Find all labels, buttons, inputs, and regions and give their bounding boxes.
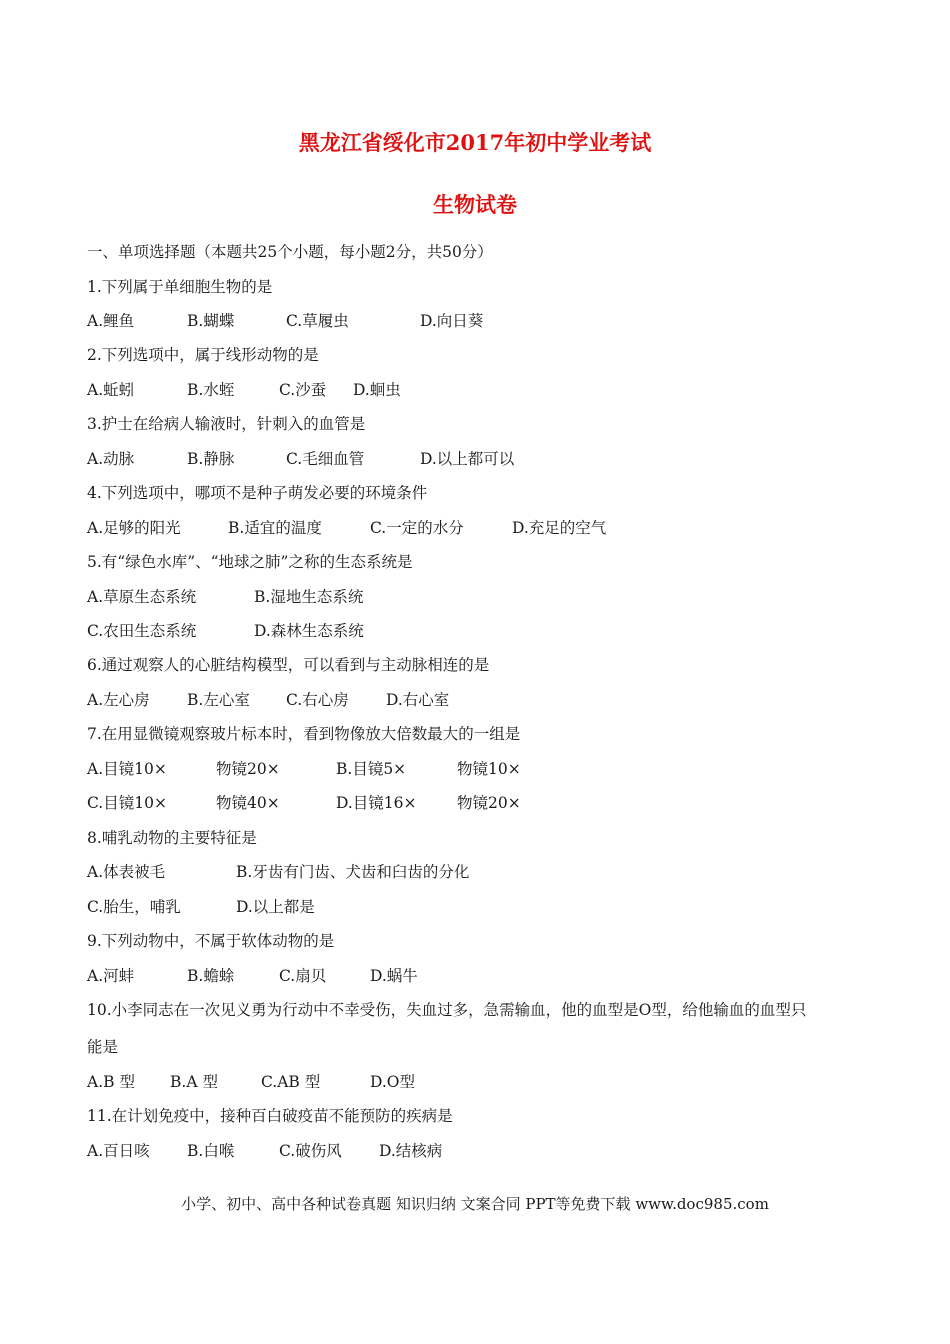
question-4: 4.下列选项中，哪项不是种子萌发必要的环境条件 [87,484,428,502]
option-a: A.足够的阳光 [87,519,181,537]
exam-subtitle: 生物试卷 [433,192,517,217]
option-c: C.一定的水分 [370,519,464,537]
option-a: A.体表被毛 [87,863,166,881]
question-8-options-row2 [87,897,887,917]
exam-title: 黑龙江省绥化市2017年初中学业考试 [298,130,652,155]
question-10-options [87,1072,887,1092]
option-d-objective: 物镜20× [457,794,521,812]
question-1-options [87,311,887,331]
question-5-options-row2 [87,621,887,641]
option-a: A.左心房 [87,691,150,709]
option-c: C.扇贝 [279,967,327,985]
option-a: A.百日咳 [87,1142,150,1160]
option-d: D.充足的空气 [512,519,607,537]
option-d: D.以上都可以 [420,450,515,468]
option-d: D.O型 [370,1073,416,1091]
option-b: B.牙齿有门齿、犬齿和臼齿的分化 [236,863,470,881]
option-d: D.以上都是 [236,898,315,916]
option-b: B.白喉 [187,1142,235,1160]
option-b: B.湿地生态系统 [254,588,364,606]
question-7-options-row2 [87,793,887,813]
page-footer: 小学、初中、高中各种试卷真题 知识归纳 文案合同 PPT等免费下载 www.doc985.com [181,1195,769,1213]
question-8-options-row1 [87,862,887,882]
option-a: A.鲤鱼 [87,312,135,330]
option-b: B.蝴蝶 [187,312,235,330]
option-b: B.A 型 [170,1073,218,1091]
question-2: 2.下列选项中，属于线形动物的是 [87,346,319,364]
question-6: 6.通过观察人的心脏结构模型，可以看到与主动脉相连的是 [87,656,490,674]
question-11-options [87,1141,887,1161]
option-c: C.右心房 [286,691,349,709]
option-c: C.沙蚕 [279,381,327,399]
option-c: C.胎生，哺乳 [87,898,181,916]
question-9: 9.下列动物中，不属于软体动物的是 [87,932,335,950]
question-1: 1.下列属于单细胞生物的是 [87,278,273,296]
option-a: A.蚯蚓 [87,381,135,399]
option-c: C.草履虫 [286,312,349,330]
question-6-options [87,690,887,710]
option-b: B.适宜的温度 [228,519,322,537]
option-d: D.结核病 [379,1142,443,1160]
option-b: B.静脉 [187,450,235,468]
question-7: 7.在用显微镜观察玻片标本时，看到物像放大倍数最大的一组是 [87,725,521,743]
option-b: B.水蛭 [187,381,235,399]
option-d: D.森林生态系统 [254,622,364,640]
question-10-line1: 10.小李同志在一次见义勇为行动中不幸受伤，失血过多，急需输血，他的血型是O型，给他输血的血型只 [87,1001,807,1019]
question-3-options [87,449,887,469]
question-5-options-row1 [87,587,887,607]
option-b-eyepiece: B.目镜5× [336,760,407,778]
option-b: B.蟾蜍 [187,967,235,985]
option-c: C.农田生态系统 [87,622,197,640]
option-a: A.河蚌 [87,967,135,985]
option-a: A.草原生态系统 [87,588,197,606]
question-5: 5.有“绿色水库”、“地球之肺”之称的生态系统是 [87,553,413,571]
option-a: A.B 型 [87,1073,135,1091]
question-4-options [87,518,887,538]
option-c: C.AB 型 [261,1073,321,1091]
question-10-line2: 能是 [87,1038,119,1056]
question-9-options [87,966,887,986]
option-d: D.蜗牛 [370,967,418,985]
option-c-eyepiece: C.目镜10× [87,794,167,812]
option-c: C.毛细血管 [286,450,365,468]
option-d-eyepiece: D.目镜16× [336,794,417,812]
section-heading: 一、单项选择题（本题共25个小题，每小题2分，共50分） [87,243,493,261]
option-b-objective: 物镜10× [457,760,521,778]
option-d: D.蛔虫 [353,381,401,399]
option-d: D.右心室 [386,691,450,709]
question-3: 3.护士在给病人输液时，针刺入的血管是 [87,415,366,433]
option-c-objective: 物镜40× [216,794,280,812]
option-d: D.向日葵 [420,312,484,330]
option-c: C.破伤风 [279,1142,342,1160]
question-7-options-row1 [87,759,887,779]
question-11: 11.在计划免疫中，接种百白破疫苗不能预防的疾病是 [87,1107,453,1125]
option-a: A.动脉 [87,450,135,468]
option-a-eyepiece: A.目镜10× [87,760,167,778]
question-8: 8.哺乳动物的主要特征是 [87,829,257,847]
question-2-options [87,380,887,400]
option-a-objective: 物镜20× [216,760,280,778]
option-b: B.左心室 [187,691,250,709]
